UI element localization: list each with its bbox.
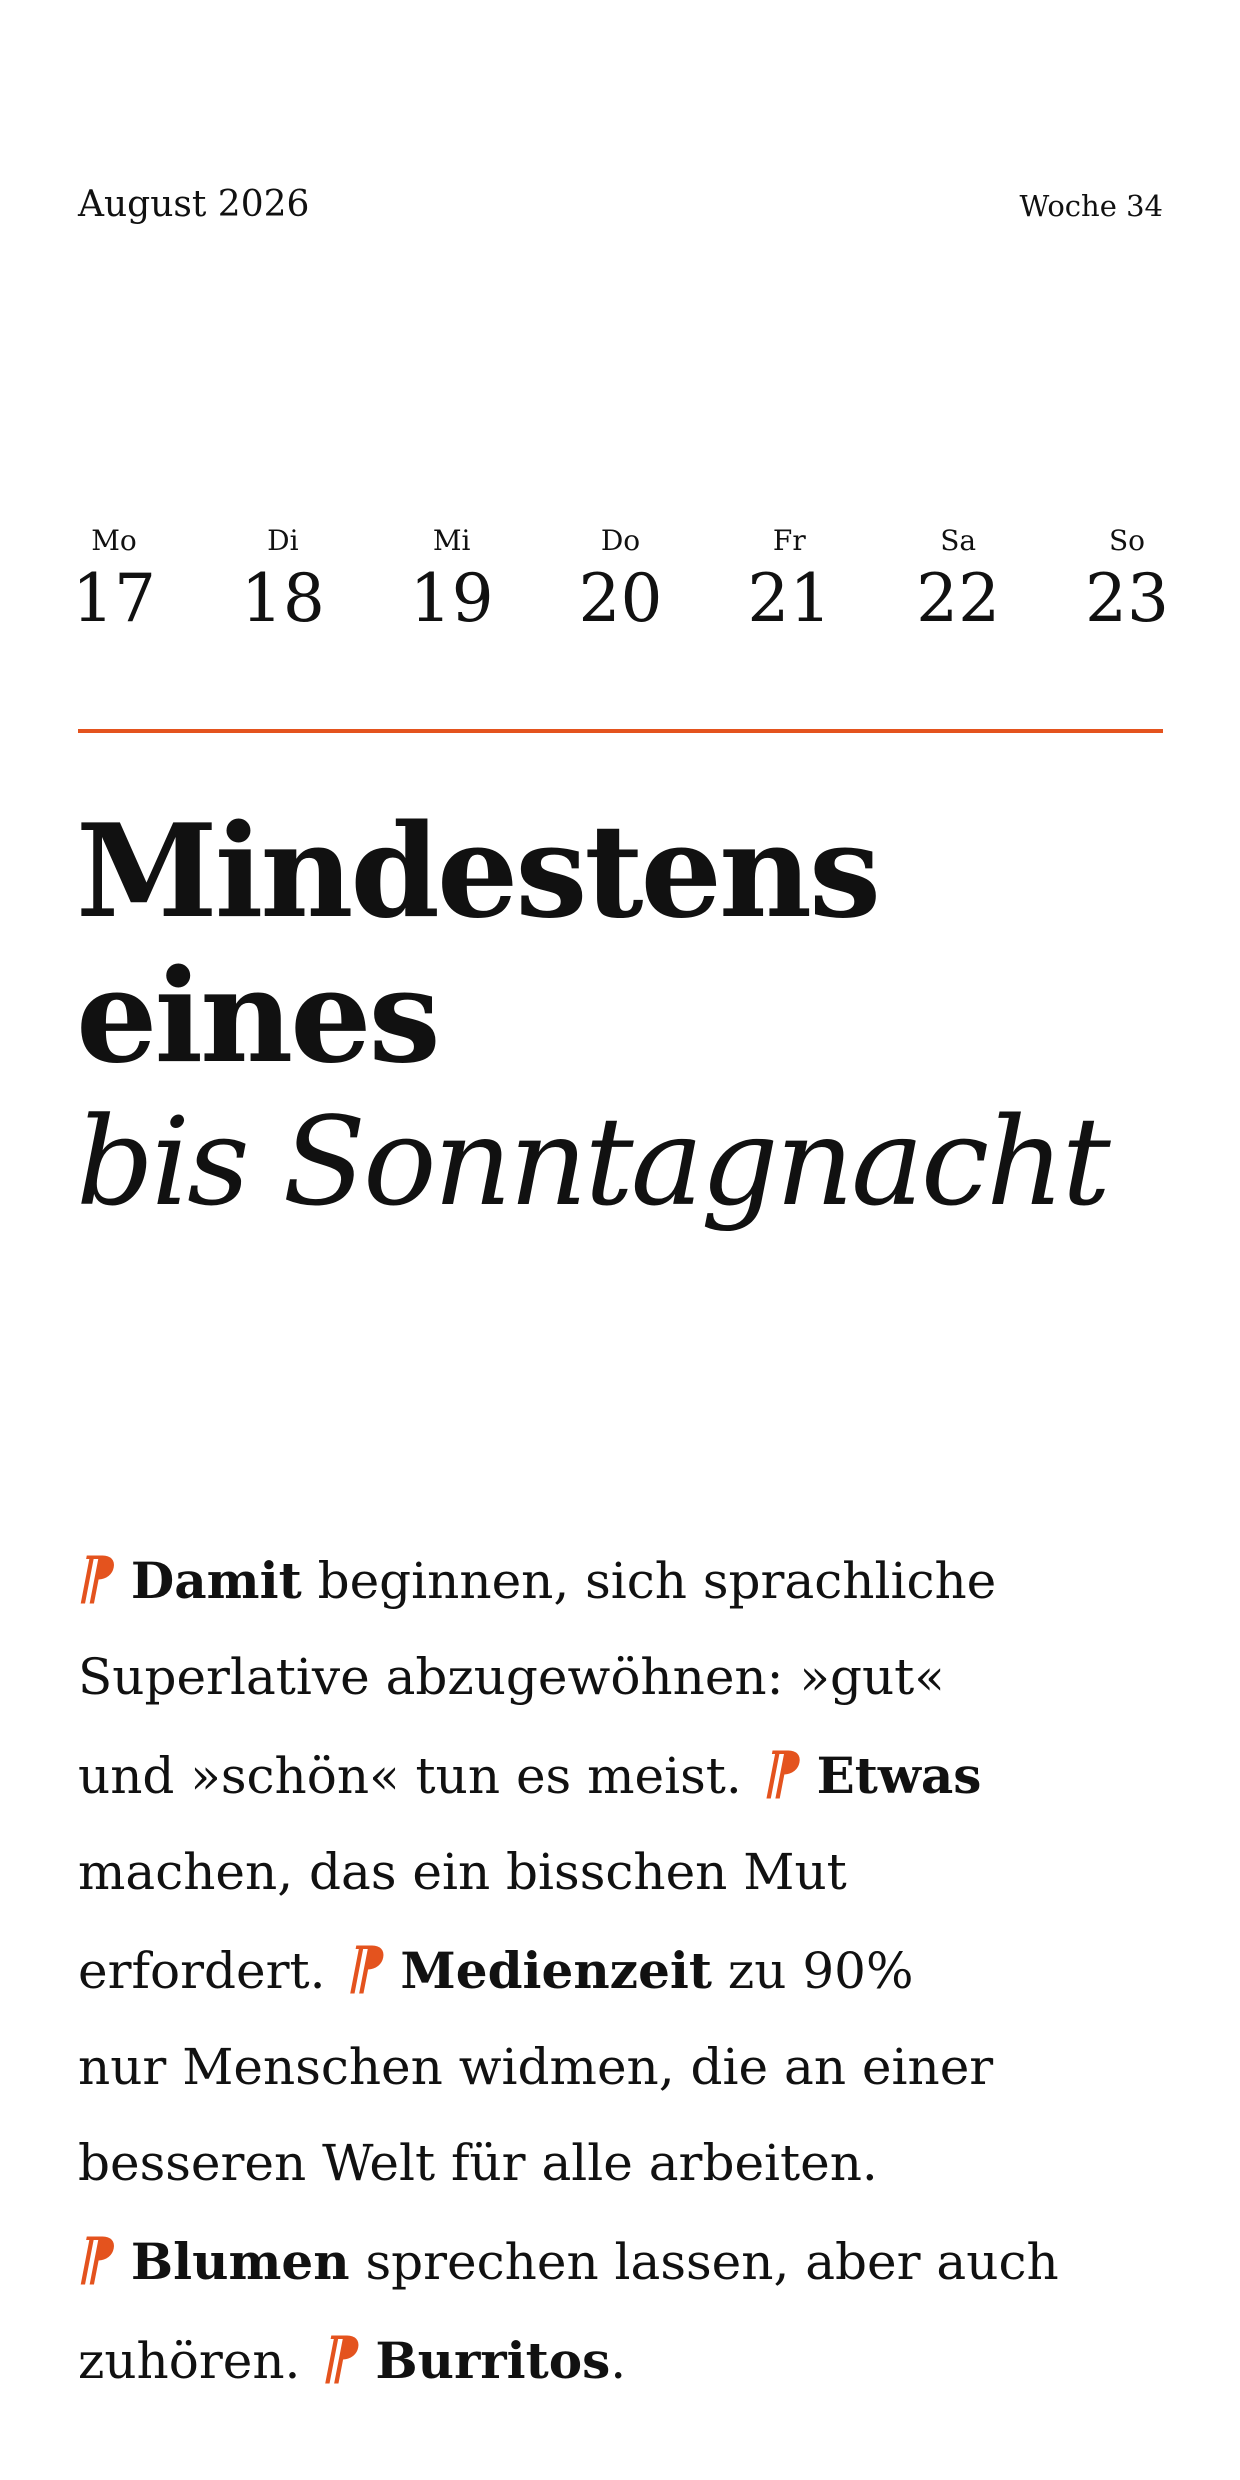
day-name: Do	[600, 524, 641, 557]
page-title	[76, 797, 1176, 1235]
body-text-run: erfordert.	[78, 1942, 326, 2000]
body-line	[78, 1629, 1188, 1725]
body-line	[78, 2211, 1188, 2310]
keyword: Damit	[130, 1551, 302, 1610]
day-tuesday	[240, 524, 325, 637]
day-name: Mo	[91, 524, 137, 557]
day-thursday	[578, 524, 663, 637]
body-text-run: .	[610, 2332, 627, 2390]
day-friday	[747, 524, 832, 637]
body-line	[78, 2310, 1188, 2409]
body-text-run: zuhören.	[78, 2332, 301, 2390]
pilcrow-mark-icon: ⁋	[322, 2324, 360, 2392]
body-text-run: zu 90%	[711, 1942, 914, 2000]
body-text-run: nur Menschen widmen, die an einer	[78, 2038, 994, 2096]
day-saturday	[916, 524, 1001, 637]
body-line	[78, 1824, 1188, 1920]
pilcrow-mark-icon: ⁋	[78, 2225, 115, 2293]
body-text-run: beginnen, sich sprachliche	[301, 1552, 997, 1610]
keyword: Medienzeit	[400, 1941, 712, 2000]
week-label: Woche 34	[1019, 189, 1163, 223]
accent-divider	[78, 729, 1163, 733]
day-name: Fr	[772, 524, 806, 557]
day-number: 22	[916, 560, 1001, 637]
body-text-run: und »schön« tun es meist.	[78, 1747, 742, 1805]
pilcrow-mark-icon: ⁋	[763, 1739, 801, 1807]
body-line	[78, 1530, 1188, 1629]
body-text-run: machen, das ein bisschen Mut	[78, 1843, 847, 1901]
day-monday	[72, 524, 156, 637]
day-number: 17	[72, 560, 156, 637]
keyword: Burritos	[375, 2331, 611, 2390]
body-text	[78, 1530, 1188, 2409]
body-text-run: Superlative abzugewöhnen: »gut«	[78, 1648, 945, 1706]
pilcrow-mark-icon: ⁋	[347, 1934, 385, 2002]
day-sunday	[1084, 524, 1169, 637]
body-line	[78, 2115, 1188, 2211]
day-number: 20	[578, 560, 663, 637]
pilcrow-mark-icon: ⁋	[78, 1544, 115, 1612]
title-line-2: eines	[76, 942, 438, 1092]
week-days	[72, 524, 1169, 637]
day-name: Mi	[432, 524, 471, 557]
day-wednesday	[409, 524, 494, 637]
day-number: 19	[409, 560, 494, 637]
keyword: Etwas	[816, 1746, 982, 1805]
title-line-3: bis Sonntagnacht	[76, 1091, 1108, 1233]
body-line	[78, 1920, 1188, 2019]
calendar-header	[78, 184, 1163, 225]
day-name: So	[1108, 524, 1145, 557]
body-line	[78, 2019, 1188, 2115]
month-label: August 2026	[78, 184, 310, 225]
body-text-run: sprechen lassen, aber auch	[349, 2233, 1059, 2291]
day-number: 23	[1084, 560, 1169, 637]
day-number: 18	[240, 560, 325, 637]
keyword: Blumen	[130, 2232, 350, 2291]
day-number: 21	[747, 560, 832, 637]
day-name: Di	[267, 524, 299, 557]
title-line-1: Mindestens	[76, 797, 879, 947]
body-text-run: besseren Welt für alle arbeiten.	[78, 2134, 878, 2192]
day-name: Sa	[940, 524, 977, 557]
body-line	[78, 1725, 1188, 1824]
